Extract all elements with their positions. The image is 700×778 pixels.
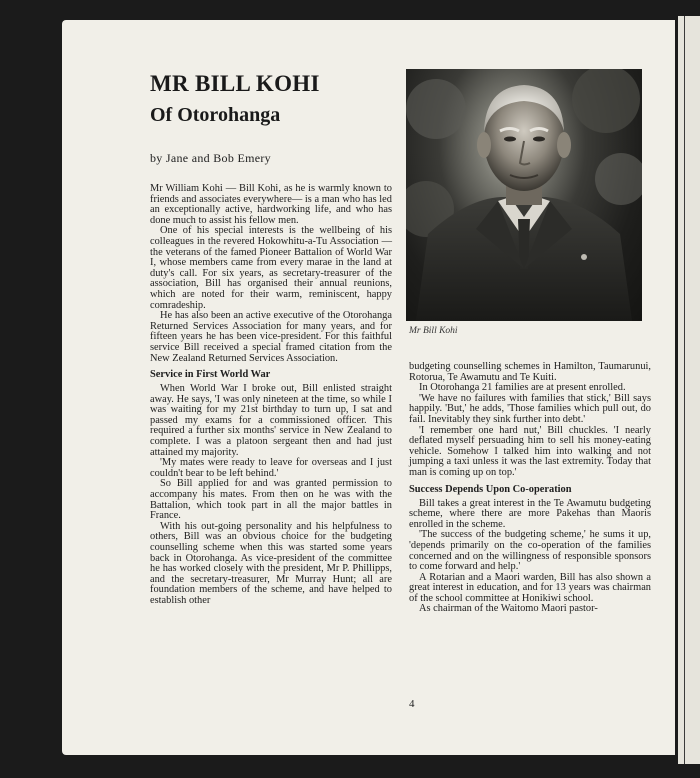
paragraph: One of his special interests is the wellbeing of his colleagues in the revered Hokowhitu-a-Tu Association — the veterans of the famed Pioneer Battalion of World War I, whose members came from every marae in the land at duty's call. For six years, as secretary-treasurer of the association, Bill has organised their annual reunions, which are noted for their warm, reminiscent, happy comradeship.: [150, 225, 392, 311]
next-page-edge: [678, 16, 700, 764]
paragraph: A Rotarian and a Maori warden, Bill has also shown a great interest in education, and for 13 years was chairman of the school committee at Honikiwi school.: [409, 571, 651, 604]
paragraph: When World War I broke out, Bill enlisted straight away. He says, 'I was only nineteen at the time, so while I was waiting for my 21st birthday to turn up, I sat and passed my exams for a commissioned officer. This required a further six months' service in New Zealand to complete. I was a platoon sergeant then and had just attained my majority.: [150, 383, 392, 458]
paragraph: Bill takes a great interest in the Te Awamutu budgeting scheme, where there are more Pakehas than Maoris enrolled in the scheme.: [409, 497, 651, 530]
article-subtitle: Of Otorohanga: [150, 104, 281, 126]
paragraph: As chairman of the Waitomo Maori pastor-: [419, 603, 598, 615]
right-text-column: [409, 362, 651, 615]
portrait-photo: [406, 69, 642, 321]
paragraph: Mr William Kohi — Bill Kohi, as he is warmly known to friends and associates everywhere— is a man who has led an exceptionally active, hardworking life, and who has done much to assist his fellow men.: [150, 183, 392, 226]
page-number: 4: [409, 698, 415, 710]
paragraph: 'I remember one hard nut,' Bill chuckles. 'I nearly deflated myself persuading him to sell his money-eating vehicle. Somehow I talked him into walking and not jumping a taxi unless it was the last extremity. Today that man is coming up on top.': [409, 424, 651, 478]
section-heading: Service in First World War: [150, 369, 271, 381]
paragraph: 'The success of the budgeting scheme,' he sums it up, 'depends primarily on the co-operation of the families concerned and on the willingness of responsible sponsors to come forward and help.': [409, 529, 651, 573]
paragraph: budgeting counselling schemes in Hamilton, Taumarunui, Rotorua, Te Awamutu and Te Kuiti.: [409, 361, 651, 383]
portrait-photo-drawing: [406, 69, 642, 321]
paragraph: He has also been an active executive of the Otorohanga Returned Services Association for many years, and for fifteen years he has been vice-president. For this faithful service Bill received a special framed citation from the New Zealand Returned Services Association.: [150, 310, 392, 364]
photo-caption: Mr Bill Kohi: [409, 326, 458, 336]
article-byline: by Jane and Bob Emery: [150, 151, 271, 165]
paragraph: With his out-going personality and his helpfulness to others, Bill was an obvious choice for the budgeting counselling scheme when this was started some years back in Otorohanga. As vice-president of the committee he has worked closely with the president, Mr P. Phillipps, and the secretary-treasurer, Mr Murray Hunt; all are foundation members of the scheme, and have helped to establish other: [150, 520, 392, 606]
paragraph: So Bill applied for and was granted permission to accompany his mates. From then on he was with the Battalion, which took part in all the major battles in France.: [150, 478, 392, 522]
article-title: MR BILL KOHI: [150, 71, 320, 96]
paragraph: 'My mates were ready to leave for overseas and I just couldn't bear to be left behind.': [150, 457, 392, 479]
section-heading: Success Depends Upon Co-operation: [409, 483, 572, 495]
left-text-column: [150, 184, 392, 607]
paragraph: In Otorohanga 21 families are at present enrolled.: [419, 382, 626, 394]
paragraph: 'We have no failures with families that stick,' Bill says happily. 'But,' he adds, 'Those families which pull out, do fail. Inevitably they sink further into debt.': [409, 392, 651, 425]
